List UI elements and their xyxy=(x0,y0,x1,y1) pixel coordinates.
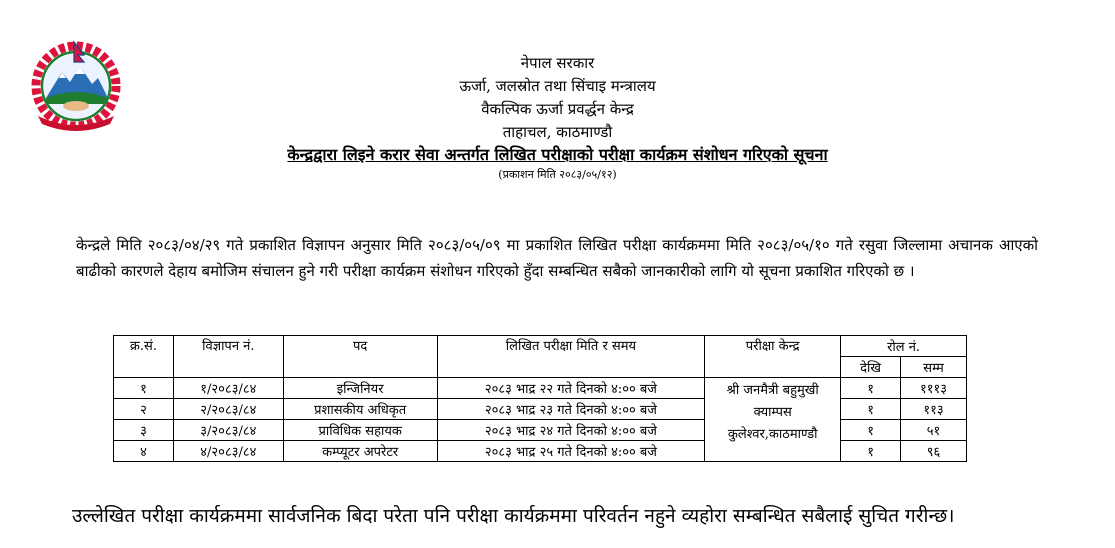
cell-ad-no: २/२०८३/८४ xyxy=(173,399,283,420)
cell-roll-to: ५१ xyxy=(901,420,967,441)
government-name: नेपाल सरकार xyxy=(520,54,595,72)
exam-center-line: श्री जनमैत्री बहुमुखी xyxy=(726,383,819,398)
header-post: पद xyxy=(283,336,437,378)
cell-datetime: २०८३ भाद्र २३ गते दिनको ४:०० बजे xyxy=(437,399,705,420)
cell-ad-no: १/२०८३/८४ xyxy=(173,378,283,399)
cell-sn: ३ xyxy=(114,420,174,441)
exam-schedule-table xyxy=(113,335,967,462)
cell-sn: ४ xyxy=(114,441,174,462)
header-exam-datetime: लिखित परीक्षा मिति र समय xyxy=(437,336,705,378)
cell-roll-from: १ xyxy=(841,420,901,441)
header-roll-no: रोल नं. xyxy=(841,336,967,357)
notice-title: केन्द्रद्वारा लिइने करार सेवा अन्तर्गत लिखित परीक्षाको परीक्षा कार्यक्रम संशोधन गरिएको सूचना xyxy=(287,145,828,164)
cell-roll-from: १ xyxy=(841,378,901,399)
header-exam-center: परीक्षा केन्द्र xyxy=(705,336,841,378)
cell-post: प्राविधिक सहायक xyxy=(283,420,437,441)
cell-datetime: २०८३ भाद्र २२ गते दिनको ४:०० बजे xyxy=(437,378,705,399)
cell-roll-to: ११३ xyxy=(901,399,967,420)
cell-datetime: २०८३ भाद्र २४ गते दिनको ४:०० बजे xyxy=(437,420,705,441)
cell-sn: १ xyxy=(114,378,174,399)
cell-ad-no: ३/२०८३/८४ xyxy=(173,420,283,441)
ministry-name: ऊर्जा, जलस्रोत तथा सिंचाइ मन्त्रालय xyxy=(459,77,656,95)
cell-roll-to: ९६ xyxy=(901,441,967,462)
header-ad-no: विज्ञापन नं. xyxy=(173,336,283,378)
cell-post: कम्प्यूटर अपरेटर xyxy=(283,441,437,462)
table-row xyxy=(114,378,967,399)
notice-body: केन्द्रले मिति २०८३/०४/२९ गते प्रकाशित विज्ञापन अनुसार मिति २०८३/०५/०९ मा प्रकाशित लिखित परीक्षा कार्यक्रममा मिति २०८३/०५/१० गते रसुवा जिल्लामा अचानक आएको बाढीको कारणले देहाय बमोजिम संचालन हुने गरी परीक्षा कार्यक्रम संशोधन गरिएको हुँदा सम्बन्धित सबैको जानकारीको लागि यो सूचना प्रकाशित गरिएको छ । xyxy=(76,236,1038,280)
center-name: वैकल्पिक ऊर्जा प्रवर्द्धन केन्द्र xyxy=(481,100,634,118)
footer-note: उल्लेखित परीक्षा कार्यक्रममा सार्वजनिक बिदा परेता पनि परीक्षा कार्यक्रममा परिवर्तन नहुने व्यहोरा सम्बन्धित सबैलाई सुचित गरीन्छ। xyxy=(72,505,955,527)
notice-header xyxy=(0,52,1115,183)
cell-datetime: २०८३ भाद्र २५ गते दिनको ४:०० बजे xyxy=(437,441,705,462)
cell-sn: २ xyxy=(114,399,174,420)
office-location: ताहाचल, काठमाण्डौ xyxy=(502,123,613,141)
cell-exam-center xyxy=(705,378,841,462)
cell-post: प्रशासकीय अधिकृत xyxy=(283,399,437,420)
cell-post: इन्जिनियर xyxy=(283,378,437,399)
cell-roll-from: १ xyxy=(841,399,901,420)
table-header-row xyxy=(114,336,967,357)
exam-center-line: क्याम्पस xyxy=(753,405,792,420)
exam-center-line: कुलेश्वर,काठमाण्डौ xyxy=(727,427,818,442)
header-sn: क्र.सं. xyxy=(114,336,174,378)
cell-roll-from: १ xyxy=(841,441,901,462)
cell-ad-no: ४/२०८३/८४ xyxy=(173,441,283,462)
header-roll-from: देखि xyxy=(841,357,901,378)
header-roll-to: सम्म xyxy=(901,357,967,378)
cell-roll-to: १११३ xyxy=(901,378,967,399)
publication-date: (प्रकाशन मिति २०८३/०५/१२) xyxy=(498,168,617,181)
